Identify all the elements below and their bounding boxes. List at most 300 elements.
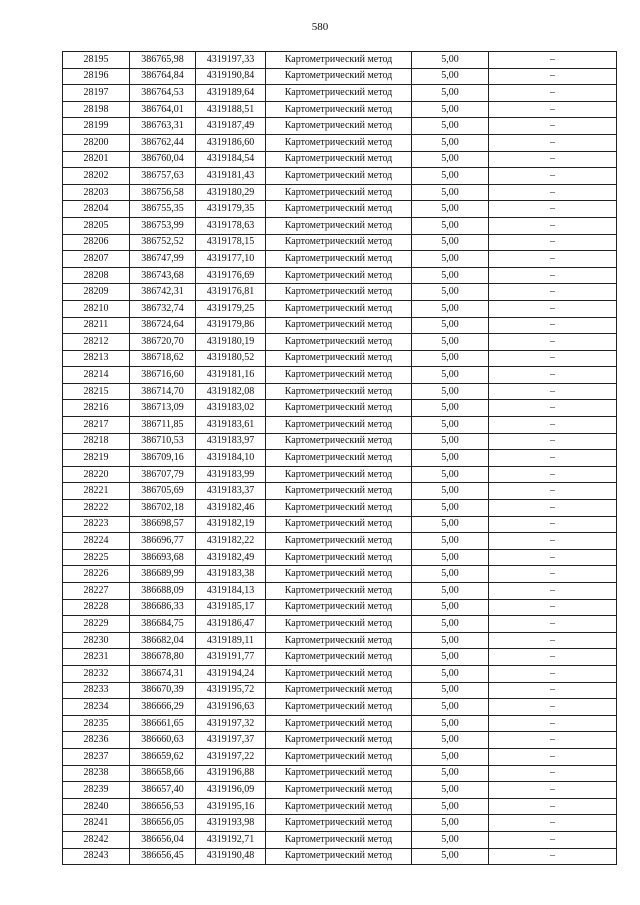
y-coordinate-cell: 4319186,60 bbox=[196, 134, 266, 151]
error-cell: 5,00 bbox=[412, 516, 489, 533]
x-coordinate-cell: 386678,80 bbox=[130, 649, 196, 666]
note-cell: – bbox=[489, 300, 617, 317]
table-row bbox=[63, 433, 617, 450]
note-cell: – bbox=[489, 566, 617, 583]
note-cell: – bbox=[489, 350, 617, 367]
x-coordinate-cell: 386684,75 bbox=[130, 616, 196, 633]
error-cell: 5,00 bbox=[412, 566, 489, 583]
point-number-cell: 28200 bbox=[63, 134, 130, 151]
note-cell: – bbox=[489, 334, 617, 351]
x-coordinate-cell: 386659,62 bbox=[130, 748, 196, 765]
point-number-cell: 28226 bbox=[63, 566, 130, 583]
method-cell: Картометрический метод bbox=[266, 549, 412, 566]
note-cell: – bbox=[489, 367, 617, 384]
point-number-cell: 28212 bbox=[63, 334, 130, 351]
y-coordinate-cell: 4319195,16 bbox=[196, 798, 266, 815]
point-number-cell: 28233 bbox=[63, 682, 130, 699]
error-cell: 5,00 bbox=[412, 400, 489, 417]
y-coordinate-cell: 4319177,10 bbox=[196, 251, 266, 268]
method-cell: Картометрический метод bbox=[266, 52, 412, 69]
point-number-cell: 28227 bbox=[63, 583, 130, 600]
table-row bbox=[63, 101, 617, 118]
x-coordinate-cell: 386718,62 bbox=[130, 350, 196, 367]
error-cell: 5,00 bbox=[412, 68, 489, 85]
y-coordinate-cell: 4319180,29 bbox=[196, 184, 266, 201]
y-coordinate-cell: 4319180,19 bbox=[196, 334, 266, 351]
error-cell: 5,00 bbox=[412, 52, 489, 69]
error-cell: 5,00 bbox=[412, 201, 489, 218]
method-cell: Картометрический метод bbox=[266, 300, 412, 317]
error-cell: 5,00 bbox=[412, 466, 489, 483]
error-cell: 5,00 bbox=[412, 383, 489, 400]
table-row bbox=[63, 85, 617, 102]
method-cell: Картометрический метод bbox=[266, 699, 412, 716]
table-row bbox=[63, 334, 617, 351]
x-coordinate-cell: 386756,58 bbox=[130, 184, 196, 201]
method-cell: Картометрический метод bbox=[266, 616, 412, 633]
method-cell: Картометрический метод bbox=[266, 715, 412, 732]
x-coordinate-cell: 386762,44 bbox=[130, 134, 196, 151]
method-cell: Картометрический метод bbox=[266, 201, 412, 218]
method-cell: Картометрический метод bbox=[266, 417, 412, 434]
error-cell: 5,00 bbox=[412, 350, 489, 367]
point-number-cell: 28225 bbox=[63, 549, 130, 566]
point-number-cell: 28228 bbox=[63, 599, 130, 616]
table-row bbox=[63, 831, 617, 848]
note-cell: – bbox=[489, 748, 617, 765]
table-row bbox=[63, 417, 617, 434]
note-cell: – bbox=[489, 151, 617, 168]
note-cell: – bbox=[489, 583, 617, 600]
note-cell: – bbox=[489, 483, 617, 500]
table-row bbox=[63, 699, 617, 716]
error-cell: 5,00 bbox=[412, 217, 489, 234]
x-coordinate-cell: 386753,99 bbox=[130, 217, 196, 234]
y-coordinate-cell: 4319183,97 bbox=[196, 433, 266, 450]
note-cell: – bbox=[489, 383, 617, 400]
method-cell: Картометрический метод bbox=[266, 184, 412, 201]
y-coordinate-cell: 4319183,99 bbox=[196, 466, 266, 483]
y-coordinate-cell: 4319190,48 bbox=[196, 848, 266, 865]
x-coordinate-cell: 386714,70 bbox=[130, 383, 196, 400]
point-number-cell: 28198 bbox=[63, 101, 130, 118]
error-cell: 5,00 bbox=[412, 665, 489, 682]
method-cell: Картометрический метод bbox=[266, 433, 412, 450]
note-cell: – bbox=[489, 433, 617, 450]
table-row bbox=[63, 267, 617, 284]
y-coordinate-cell: 4319193,98 bbox=[196, 815, 266, 832]
point-number-cell: 28236 bbox=[63, 732, 130, 749]
x-coordinate-cell: 386666,29 bbox=[130, 699, 196, 716]
point-number-cell: 28208 bbox=[63, 267, 130, 284]
note-cell: – bbox=[489, 417, 617, 434]
table-row bbox=[63, 566, 617, 583]
note-cell: – bbox=[489, 732, 617, 749]
table-row bbox=[63, 300, 617, 317]
point-number-cell: 28240 bbox=[63, 798, 130, 815]
point-number-cell: 28224 bbox=[63, 533, 130, 550]
method-cell: Картометрический метод bbox=[266, 848, 412, 865]
method-cell: Картометрический метод bbox=[266, 632, 412, 649]
x-coordinate-cell: 386711,85 bbox=[130, 417, 196, 434]
error-cell: 5,00 bbox=[412, 831, 489, 848]
method-cell: Картометрический метод bbox=[266, 234, 412, 251]
error-cell: 5,00 bbox=[412, 134, 489, 151]
note-cell: – bbox=[489, 682, 617, 699]
x-coordinate-cell: 386709,16 bbox=[130, 450, 196, 467]
error-cell: 5,00 bbox=[412, 583, 489, 600]
point-number-cell: 28241 bbox=[63, 815, 130, 832]
y-coordinate-cell: 4319182,08 bbox=[196, 383, 266, 400]
x-coordinate-cell: 386670,39 bbox=[130, 682, 196, 699]
y-coordinate-cell: 4319185,17 bbox=[196, 599, 266, 616]
error-cell: 5,00 bbox=[412, 450, 489, 467]
method-cell: Картометрический метод bbox=[266, 782, 412, 799]
x-coordinate-cell: 386743,68 bbox=[130, 267, 196, 284]
note-cell: – bbox=[489, 715, 617, 732]
table-row bbox=[63, 500, 617, 517]
point-number-cell: 28220 bbox=[63, 466, 130, 483]
point-number-cell: 28215 bbox=[63, 383, 130, 400]
method-cell: Картометрический метод bbox=[266, 317, 412, 334]
error-cell: 5,00 bbox=[412, 732, 489, 749]
error-cell: 5,00 bbox=[412, 85, 489, 102]
point-number-cell: 28196 bbox=[63, 68, 130, 85]
note-cell: – bbox=[489, 599, 617, 616]
table-row bbox=[63, 583, 617, 600]
note-cell: – bbox=[489, 284, 617, 301]
point-number-cell: 28243 bbox=[63, 848, 130, 865]
method-cell: Картометрический метод bbox=[266, 118, 412, 135]
method-cell: Картометрический метод bbox=[266, 483, 412, 500]
note-cell: – bbox=[489, 68, 617, 85]
note-cell: – bbox=[489, 118, 617, 135]
point-number-cell: 28216 bbox=[63, 400, 130, 417]
point-number-cell: 28213 bbox=[63, 350, 130, 367]
method-cell: Картометрический метод bbox=[266, 831, 412, 848]
method-cell: Картометрический метод bbox=[266, 466, 412, 483]
y-coordinate-cell: 4319188,51 bbox=[196, 101, 266, 118]
table-row bbox=[63, 715, 617, 732]
error-cell: 5,00 bbox=[412, 184, 489, 201]
note-cell: – bbox=[489, 168, 617, 185]
method-cell: Картометрический метод bbox=[266, 682, 412, 699]
table-row bbox=[63, 234, 617, 251]
error-cell: 5,00 bbox=[412, 118, 489, 135]
point-number-cell: 28211 bbox=[63, 317, 130, 334]
y-coordinate-cell: 4319189,64 bbox=[196, 85, 266, 102]
error-cell: 5,00 bbox=[412, 682, 489, 699]
table-row bbox=[63, 251, 617, 268]
y-coordinate-cell: 4319191,77 bbox=[196, 649, 266, 666]
method-cell: Картометрический метод bbox=[266, 798, 412, 815]
point-number-cell: 28235 bbox=[63, 715, 130, 732]
error-cell: 5,00 bbox=[412, 848, 489, 865]
y-coordinate-cell: 4319183,61 bbox=[196, 417, 266, 434]
y-coordinate-cell: 4319183,38 bbox=[196, 566, 266, 583]
y-coordinate-cell: 4319192,71 bbox=[196, 831, 266, 848]
x-coordinate-cell: 386716,60 bbox=[130, 367, 196, 384]
note-cell: – bbox=[489, 400, 617, 417]
x-coordinate-cell: 386763,31 bbox=[130, 118, 196, 135]
y-coordinate-cell: 4319184,10 bbox=[196, 450, 266, 467]
y-coordinate-cell: 4319197,22 bbox=[196, 748, 266, 765]
note-cell: – bbox=[489, 798, 617, 815]
x-coordinate-cell: 386688,09 bbox=[130, 583, 196, 600]
table-row bbox=[63, 450, 617, 467]
table-row bbox=[63, 632, 617, 649]
point-number-cell: 28222 bbox=[63, 500, 130, 517]
point-number-cell: 28203 bbox=[63, 184, 130, 201]
table-row bbox=[63, 616, 617, 633]
point-number-cell: 28210 bbox=[63, 300, 130, 317]
y-coordinate-cell: 4319181,43 bbox=[196, 168, 266, 185]
y-coordinate-cell: 4319182,49 bbox=[196, 549, 266, 566]
note-cell: – bbox=[489, 466, 617, 483]
note-cell: – bbox=[489, 782, 617, 799]
y-coordinate-cell: 4319197,37 bbox=[196, 732, 266, 749]
note-cell: – bbox=[489, 831, 617, 848]
note-cell: – bbox=[489, 699, 617, 716]
table-row bbox=[63, 284, 617, 301]
method-cell: Картометрический метод bbox=[266, 350, 412, 367]
point-number-cell: 28219 bbox=[63, 450, 130, 467]
note-cell: – bbox=[489, 317, 617, 334]
method-cell: Картометрический метод bbox=[266, 383, 412, 400]
method-cell: Картометрический метод bbox=[266, 765, 412, 782]
y-coordinate-cell: 4319197,32 bbox=[196, 715, 266, 732]
y-coordinate-cell: 4319180,52 bbox=[196, 350, 266, 367]
x-coordinate-cell: 386661,65 bbox=[130, 715, 196, 732]
method-cell: Картометрический метод bbox=[266, 151, 412, 168]
table-row bbox=[63, 217, 617, 234]
x-coordinate-cell: 386705,69 bbox=[130, 483, 196, 500]
point-number-cell: 28217 bbox=[63, 417, 130, 434]
table-row bbox=[63, 134, 617, 151]
x-coordinate-cell: 386656,04 bbox=[130, 831, 196, 848]
note-cell: – bbox=[489, 85, 617, 102]
point-number-cell: 28234 bbox=[63, 699, 130, 716]
x-coordinate-cell: 386764,53 bbox=[130, 85, 196, 102]
error-cell: 5,00 bbox=[412, 632, 489, 649]
method-cell: Картометрический метод bbox=[266, 732, 412, 749]
method-cell: Картометрический метод bbox=[266, 815, 412, 832]
table-row bbox=[63, 383, 617, 400]
y-coordinate-cell: 4319196,09 bbox=[196, 782, 266, 799]
method-cell: Картометрический метод bbox=[266, 649, 412, 666]
x-coordinate-cell: 386689,99 bbox=[130, 566, 196, 583]
note-cell: – bbox=[489, 848, 617, 865]
note-cell: – bbox=[489, 516, 617, 533]
note-cell: – bbox=[489, 649, 617, 666]
note-cell: – bbox=[489, 765, 617, 782]
point-number-cell: 28205 bbox=[63, 217, 130, 234]
error-cell: 5,00 bbox=[412, 483, 489, 500]
point-number-cell: 28231 bbox=[63, 649, 130, 666]
x-coordinate-cell: 386755,35 bbox=[130, 201, 196, 218]
note-cell: – bbox=[489, 134, 617, 151]
x-coordinate-cell: 386720,70 bbox=[130, 334, 196, 351]
x-coordinate-cell: 386656,05 bbox=[130, 815, 196, 832]
y-coordinate-cell: 4319181,16 bbox=[196, 367, 266, 384]
table-row bbox=[63, 665, 617, 682]
y-coordinate-cell: 4319183,02 bbox=[196, 400, 266, 417]
y-coordinate-cell: 4319176,81 bbox=[196, 284, 266, 301]
point-number-cell: 28207 bbox=[63, 251, 130, 268]
method-cell: Картометрический метод bbox=[266, 267, 412, 284]
y-coordinate-cell: 4319178,15 bbox=[196, 234, 266, 251]
point-number-cell: 28238 bbox=[63, 765, 130, 782]
table-row bbox=[63, 599, 617, 616]
method-cell: Картометрический метод bbox=[266, 450, 412, 467]
page-number: 580 bbox=[311, 21, 329, 33]
x-coordinate-cell: 386713,09 bbox=[130, 400, 196, 417]
x-coordinate-cell: 386693,68 bbox=[130, 549, 196, 566]
error-cell: 5,00 bbox=[412, 599, 489, 616]
method-cell: Картометрический метод bbox=[266, 665, 412, 682]
table-row bbox=[63, 533, 617, 550]
table-row bbox=[63, 649, 617, 666]
method-cell: Картометрический метод bbox=[266, 168, 412, 185]
table-row bbox=[63, 549, 617, 566]
table-row bbox=[63, 350, 617, 367]
y-coordinate-cell: 4319196,88 bbox=[196, 765, 266, 782]
table-row bbox=[63, 52, 617, 69]
note-cell: – bbox=[489, 450, 617, 467]
point-number-cell: 28214 bbox=[63, 367, 130, 384]
method-cell: Картометрический метод bbox=[266, 101, 412, 118]
table-row bbox=[63, 765, 617, 782]
error-cell: 5,00 bbox=[412, 367, 489, 384]
method-cell: Картометрический метод bbox=[266, 284, 412, 301]
x-coordinate-cell: 386660,63 bbox=[130, 732, 196, 749]
error-cell: 5,00 bbox=[412, 234, 489, 251]
table-row bbox=[63, 798, 617, 815]
table-row bbox=[63, 466, 617, 483]
x-coordinate-cell: 386698,57 bbox=[130, 516, 196, 533]
note-cell: – bbox=[489, 101, 617, 118]
table-row bbox=[63, 815, 617, 832]
table-row bbox=[63, 848, 617, 865]
method-cell: Картометрический метод bbox=[266, 367, 412, 384]
error-cell: 5,00 bbox=[412, 101, 489, 118]
table-row bbox=[63, 367, 617, 384]
x-coordinate-cell: 386657,40 bbox=[130, 782, 196, 799]
method-cell: Картометрический метод bbox=[266, 748, 412, 765]
x-coordinate-cell: 386764,84 bbox=[130, 68, 196, 85]
table-row bbox=[63, 748, 617, 765]
table-row bbox=[63, 782, 617, 799]
note-cell: – bbox=[489, 217, 617, 234]
x-coordinate-cell: 386682,04 bbox=[130, 632, 196, 649]
x-coordinate-cell: 386760,04 bbox=[130, 151, 196, 168]
note-cell: – bbox=[489, 251, 617, 268]
note-cell: – bbox=[489, 52, 617, 69]
error-cell: 5,00 bbox=[412, 284, 489, 301]
y-coordinate-cell: 4319184,13 bbox=[196, 583, 266, 600]
point-number-cell: 28230 bbox=[63, 632, 130, 649]
error-cell: 5,00 bbox=[412, 433, 489, 450]
table-row bbox=[63, 168, 617, 185]
y-coordinate-cell: 4319178,63 bbox=[196, 217, 266, 234]
point-number-cell: 28199 bbox=[63, 118, 130, 135]
method-cell: Картометрический метод bbox=[266, 566, 412, 583]
error-cell: 5,00 bbox=[412, 267, 489, 284]
x-coordinate-cell: 386710,53 bbox=[130, 433, 196, 450]
x-coordinate-cell: 386724,64 bbox=[130, 317, 196, 334]
table-row bbox=[63, 118, 617, 135]
y-coordinate-cell: 4319195,72 bbox=[196, 682, 266, 699]
y-coordinate-cell: 4319182,22 bbox=[196, 533, 266, 550]
point-number-cell: 28223 bbox=[63, 516, 130, 533]
y-coordinate-cell: 4319187,49 bbox=[196, 118, 266, 135]
table-row bbox=[63, 400, 617, 417]
x-coordinate-cell: 386764,01 bbox=[130, 101, 196, 118]
error-cell: 5,00 bbox=[412, 715, 489, 732]
error-cell: 5,00 bbox=[412, 251, 489, 268]
method-cell: Картометрический метод bbox=[266, 400, 412, 417]
method-cell: Картометрический метод bbox=[266, 134, 412, 151]
table-row bbox=[63, 317, 617, 334]
x-coordinate-cell: 386765,98 bbox=[130, 52, 196, 69]
error-cell: 5,00 bbox=[412, 151, 489, 168]
y-coordinate-cell: 4319182,46 bbox=[196, 500, 266, 517]
method-cell: Картометрический метод bbox=[266, 516, 412, 533]
error-cell: 5,00 bbox=[412, 500, 489, 517]
note-cell: – bbox=[489, 549, 617, 566]
method-cell: Картометрический метод bbox=[266, 217, 412, 234]
x-coordinate-cell: 386658,66 bbox=[130, 765, 196, 782]
note-cell: – bbox=[489, 500, 617, 517]
method-cell: Картометрический метод bbox=[266, 85, 412, 102]
error-cell: 5,00 bbox=[412, 417, 489, 434]
error-cell: 5,00 bbox=[412, 168, 489, 185]
method-cell: Картометрический метод bbox=[266, 599, 412, 616]
point-number-cell: 28195 bbox=[63, 52, 130, 69]
error-cell: 5,00 bbox=[412, 765, 489, 782]
x-coordinate-cell: 386707,79 bbox=[130, 466, 196, 483]
error-cell: 5,00 bbox=[412, 649, 489, 666]
error-cell: 5,00 bbox=[412, 549, 489, 566]
note-cell: – bbox=[489, 665, 617, 682]
x-coordinate-cell: 386686,33 bbox=[130, 599, 196, 616]
x-coordinate-cell: 386747,99 bbox=[130, 251, 196, 268]
y-coordinate-cell: 4319184,54 bbox=[196, 151, 266, 168]
coordinates-table bbox=[62, 51, 617, 865]
table-row bbox=[63, 151, 617, 168]
table-row bbox=[63, 201, 617, 218]
y-coordinate-cell: 4319179,35 bbox=[196, 201, 266, 218]
x-coordinate-cell: 386674,31 bbox=[130, 665, 196, 682]
x-coordinate-cell: 386757,63 bbox=[130, 168, 196, 185]
y-coordinate-cell: 4319182,19 bbox=[196, 516, 266, 533]
error-cell: 5,00 bbox=[412, 317, 489, 334]
x-coordinate-cell: 386702,18 bbox=[130, 500, 196, 517]
point-number-cell: 28221 bbox=[63, 483, 130, 500]
error-cell: 5,00 bbox=[412, 533, 489, 550]
point-number-cell: 28202 bbox=[63, 168, 130, 185]
method-cell: Картометрический метод bbox=[266, 68, 412, 85]
point-number-cell: 28204 bbox=[63, 201, 130, 218]
error-cell: 5,00 bbox=[412, 334, 489, 351]
note-cell: – bbox=[489, 184, 617, 201]
note-cell: – bbox=[489, 234, 617, 251]
point-number-cell: 28197 bbox=[63, 85, 130, 102]
table-row bbox=[63, 184, 617, 201]
point-number-cell: 28201 bbox=[63, 151, 130, 168]
point-number-cell: 28239 bbox=[63, 782, 130, 799]
point-number-cell: 28206 bbox=[63, 234, 130, 251]
